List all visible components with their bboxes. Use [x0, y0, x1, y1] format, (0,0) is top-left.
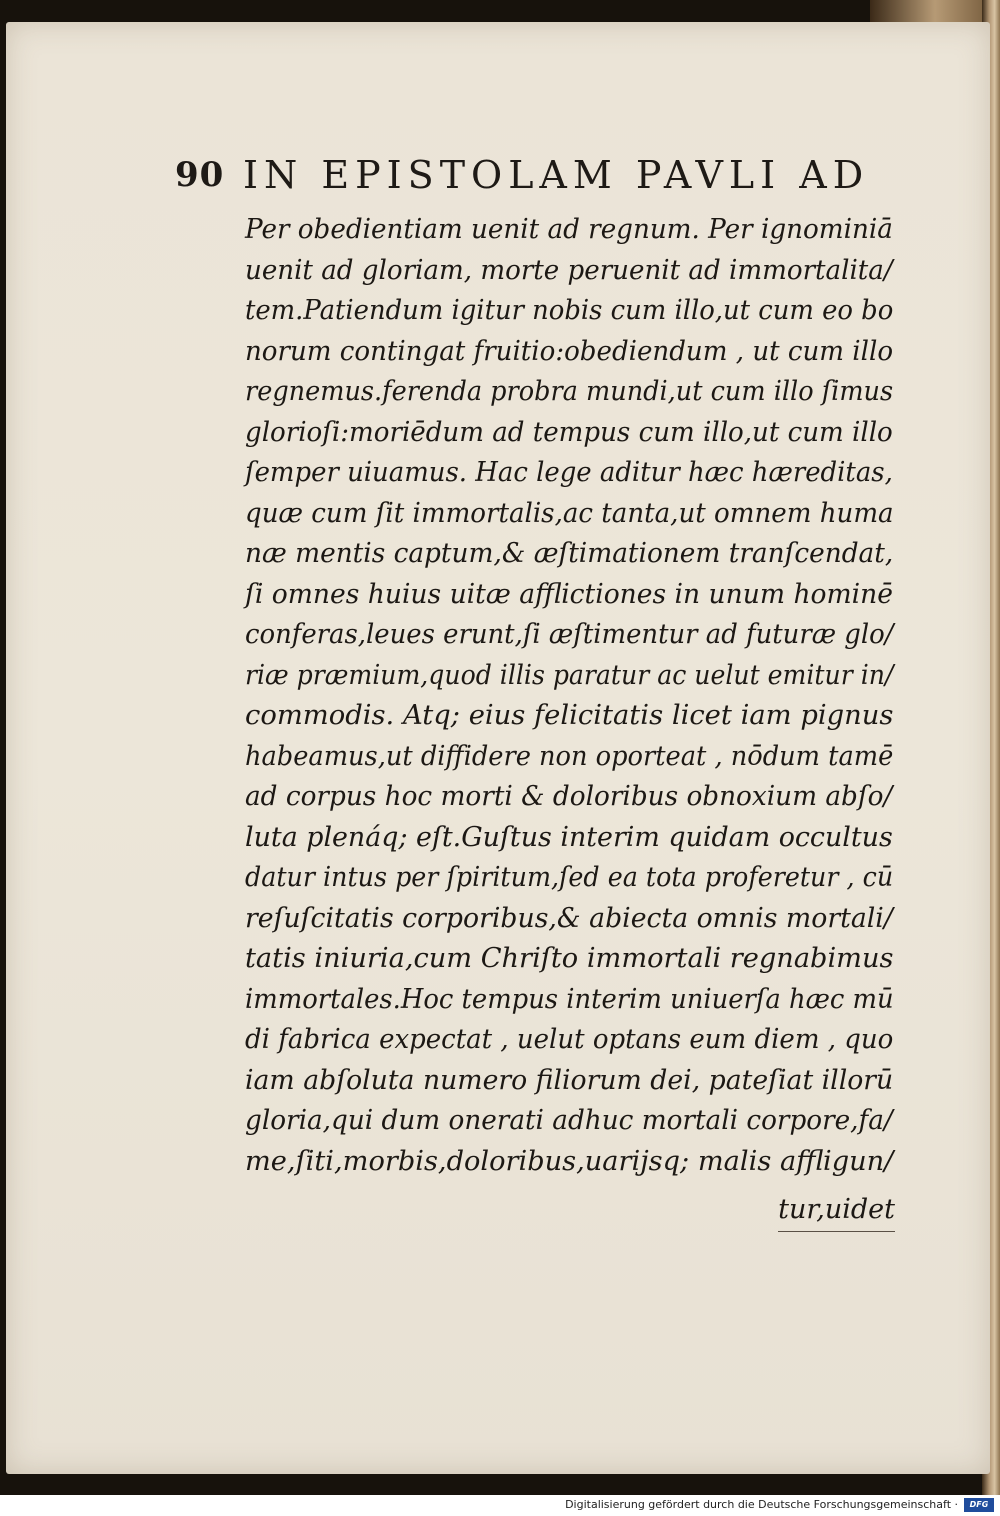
text-line: datur intus per ſpiritum,ſed ea tota proferetur , cū: [245, 862, 894, 893]
text-line: tem.Patiendum igitur nobis cum illo,ut cum eo bo: [245, 295, 894, 326]
text-line: me,ſiti,morbis,doloribus,uarijsq; malis affligun/: [245, 1145, 894, 1177]
text-line: ſi omnes huius uitæ afflictiones in unum hominē: [245, 578, 893, 610]
text-line: conferas,leues erunt,ſi æſtimentur ad futuræ glo/: [245, 619, 894, 650]
text-line: immortales.Hoc tempus interim uniuerſa hæc mū: [245, 983, 894, 1015]
text-line: ad corpus hoc morti & doloribus obnoxium abſo/: [245, 781, 893, 812]
text-line: ſemper uiuamus. Hac lege aditur hæc hæreditas,: [245, 457, 893, 488]
text-line: næ mentis captum,& æſtimationem tranſcendat,: [245, 538, 894, 569]
text-line: uenit ad gloriam, morte peruenit ad immortalita/: [245, 254, 893, 286]
text-line: luta plenáq; eſt.Guſtus interim quidam occultus: [245, 821, 893, 853]
text-line: tatis iniuria,cum Chriſto immortali regnabimus: [245, 943, 894, 974]
running-head: [175, 150, 890, 200]
text-line: Per obedientiam uenit ad regnum. Per ignominiā: [245, 214, 893, 245]
text-line: quæ cum ſit immortalis,ac tanta,ut omnem huma: [245, 497, 894, 529]
text-line: di fabrica expectat , uelut optans eum diem , quo: [245, 1024, 894, 1055]
footer-credit: Digitalisierung gefördert durch die Deutsche Forschungsgemeinschaft ·: [565, 1498, 958, 1511]
text-line: regnemus.ferenda probra mundi,ut cum illo ſimus: [245, 376, 894, 407]
text-line: riæ præmium,quod illis paratur ac uelut emitur in/: [245, 659, 894, 691]
digitization-footer: [0, 1495, 1000, 1516]
text-line: reſuſcitatis corporibus,& abiecta omnis mortali/: [245, 902, 893, 934]
catchword: tur,uidet: [778, 1190, 895, 1232]
running-title: IN EPISTOLAM PAVLI AD: [243, 153, 870, 197]
text-block: [245, 210, 895, 1182]
text-line: habeamus,ut diffidere non oporteat , nōdum tamē: [245, 740, 894, 772]
text-line: iam abſoluta numero filiorum dei, pateſiat illorū: [245, 1064, 894, 1096]
dfg-logo: DFG: [964, 1498, 994, 1512]
text-line: glorioſi:moriēdum ad tempus cum illo,ut cum illo: [245, 416, 893, 448]
text-line: commodis. Atq; eius felicitatis licet iam pignus: [245, 700, 894, 731]
catchword-line: [245, 1190, 895, 1232]
text-line: norum contingat fruitio:obediendum , ut cum illo: [245, 335, 894, 367]
text-line: gloria,qui dum onerati adhuc mortali corpore,fa/: [245, 1105, 893, 1136]
page-number: 90: [175, 155, 225, 195]
